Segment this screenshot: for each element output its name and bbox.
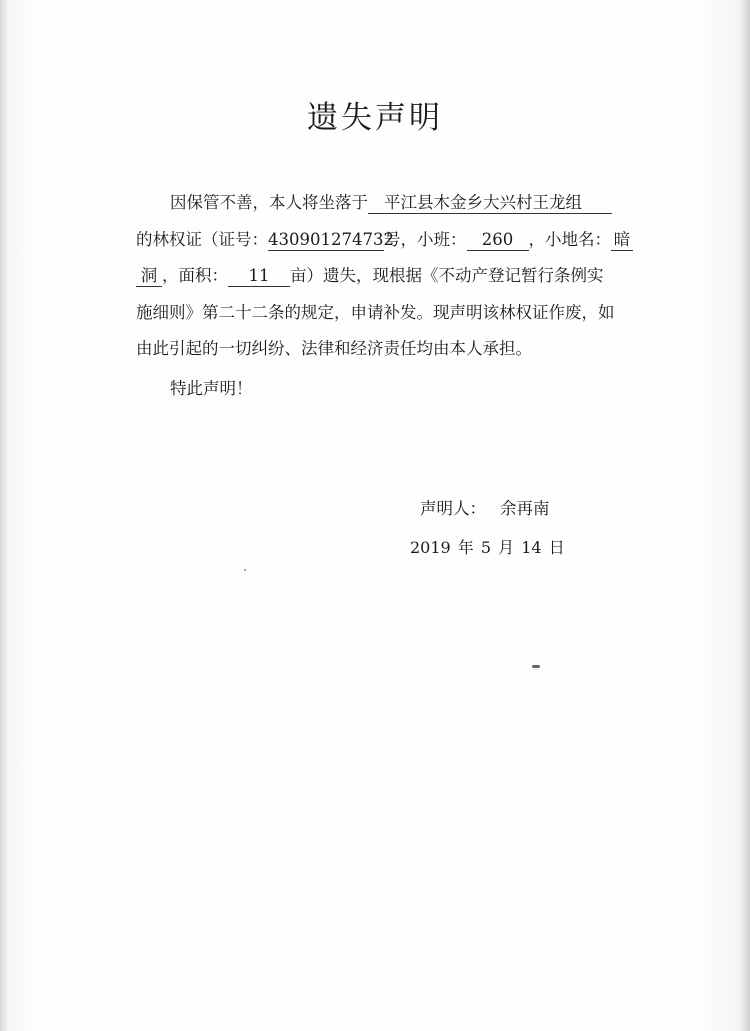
body-line-1 bbox=[136, 185, 646, 222]
line1-prefix: 因保管不善，本人将坐落于 bbox=[170, 193, 368, 212]
sub-class-field: 260 bbox=[467, 230, 529, 251]
place-name-field-part2: 洞 bbox=[136, 266, 162, 287]
signer-block bbox=[420, 495, 550, 519]
body-line-3 bbox=[136, 258, 646, 295]
scan-left-edge bbox=[0, 0, 8, 1031]
location-field: 平江县木金乡大兴村王龙组 bbox=[368, 193, 612, 214]
line3-mid2: 亩）遗失，现根据《不动产登记暂行条例实 bbox=[290, 266, 604, 285]
scan-dot bbox=[244, 569, 246, 571]
body-line-5: 由此引起的一切纠纷、法律和经济责任均由本人承担。 bbox=[136, 339, 532, 358]
body-line-2 bbox=[136, 222, 646, 259]
line3-mid1: ，面积： bbox=[162, 266, 228, 285]
line2-mid2: ，小地名： bbox=[528, 229, 611, 249]
cert-number-field: 430901274732 bbox=[268, 229, 394, 249]
body-line-4: 施细则》第二十二条的规定，申请补发。现声明该林权证作废，如 bbox=[136, 302, 615, 322]
place-name-field-part1: 暗 bbox=[611, 230, 633, 251]
declaration-body bbox=[136, 185, 646, 368]
document-title: 遗失声明 bbox=[307, 100, 443, 136]
scan-right-edge bbox=[740, 0, 750, 1031]
line2-mid1: 号，小班： bbox=[384, 229, 467, 249]
declaration-date: 2019 年 5 月 14 日 bbox=[410, 538, 565, 557]
signer-label: 声明人： bbox=[420, 499, 486, 518]
signer-name: 余再南 bbox=[500, 499, 550, 518]
line2-prefix: 的林权证（证号： bbox=[136, 229, 268, 249]
area-field: 11 bbox=[228, 266, 290, 287]
closing-statement: 特此声明！ bbox=[170, 379, 253, 398]
scan-speck bbox=[532, 665, 540, 668]
